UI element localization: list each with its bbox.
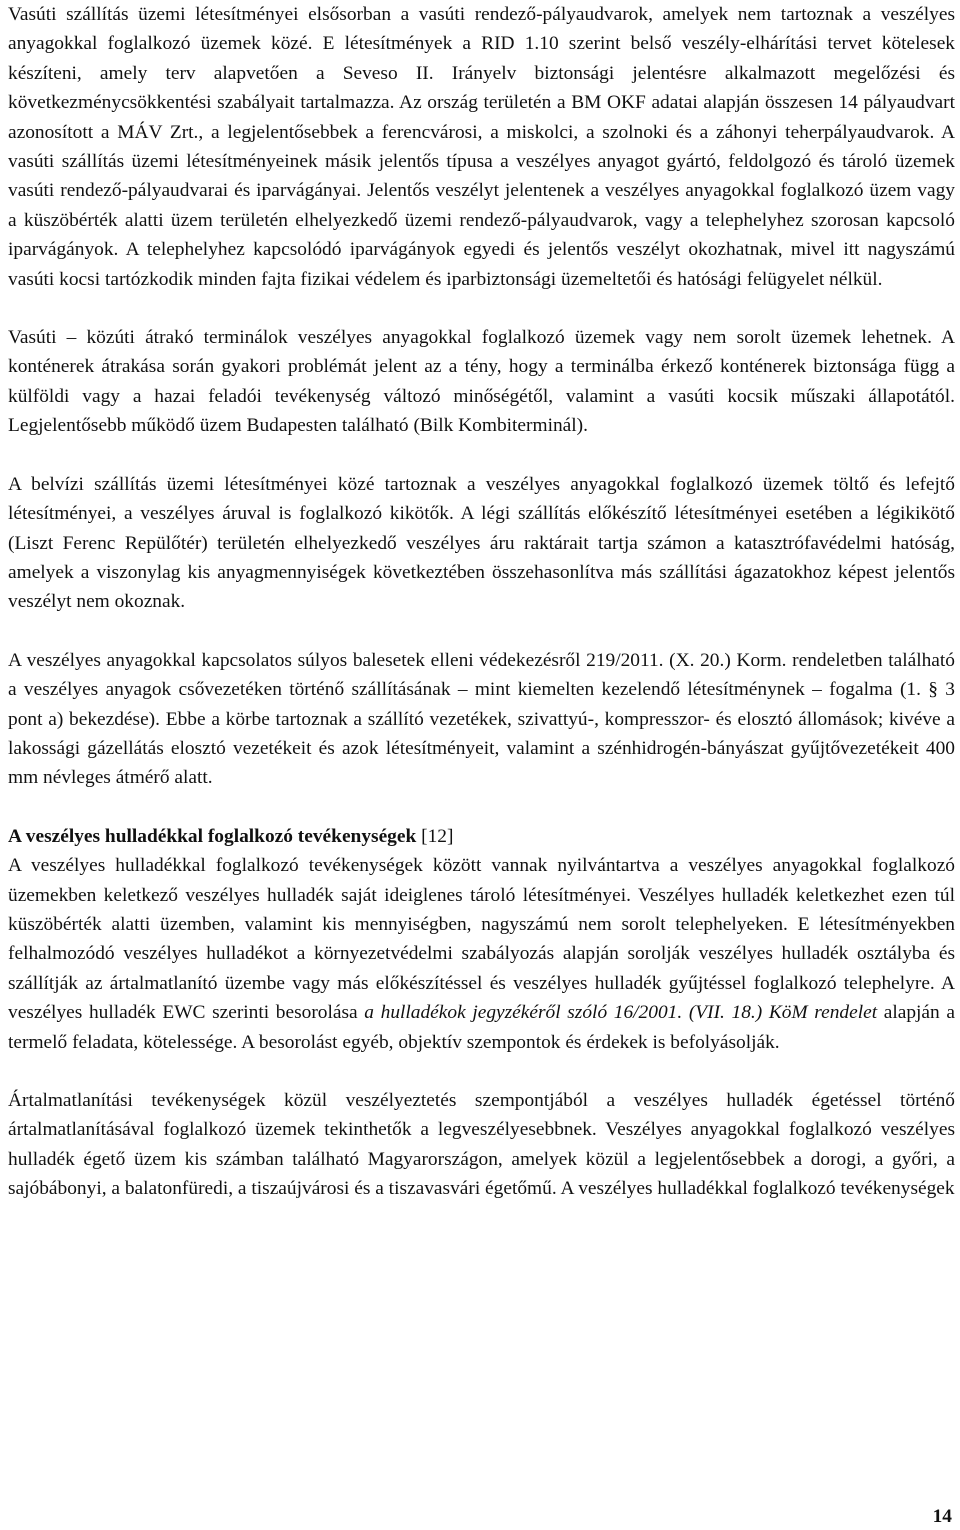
paragraph-text-before-citation: A veszélyes hulladékkal foglalkozó tevékenységek között vannak nyilvántartva a veszélyes anyagokkal foglalkozó üzemekben keletkező veszélyes hulladék saját ideiglenes tároló létesítményei. Veszélyes hulladék keletkezhet ezen túl küszöbérték alatti üzemben, valamint kis mennyiségben, nagyszámú nem sorolt telephelyeken. E létesítményekben felhalmozódó veszélyes hulladékot a környezetvédelmi szabályozás alapján sorolják veszélyes hulladék osztályba és szállítják az ártalmatlanító üzembe vagy más előkészítéssel és veszélyes hulladék gyűjtéssel foglalkozó telephelyre. A veszélyes hulladék EWC szerinti besorolása bbox=[8, 855, 955, 1024]
paragraph-text-after-citation: alapján a termelő feladata, kötelessége. A besorolást egyéb, objektív szempontok és érdekek is befolyásolják. bbox=[8, 1002, 955, 1053]
page-number: 14 bbox=[932, 1506, 952, 1527]
paragraph-waste-incineration: Ártalmatlanítási tevékenységek közül veszélyeztetés szempontjából a veszélyes hulladék égetéssel történő ártalmatlanításával foglalkozó üzemek tekinthetők a legveszélyesebbnek. Veszélyes anyagokkal foglalkozó veszélyes hulladék égető üzem kis számban található Magyarországon, amelyek közül a legjelentősebbek a dorogi, a győri, a sajóbábonyi, a balatonfüredi, a tiszaújvárosi és a tiszavasvári égetőmű. A veszélyes hulladékkal foglalkozó tevékenységek bbox=[8, 1090, 955, 1200]
paragraph-transshipment-terminals: Vasúti – közúti átrakó terminálok veszélyes anyagokkal foglalkozó üzemek vagy nem sorolt üzemek lehetnek. A konténerek átrakása során gyakori problémát jelent az a tény, hogy a terminálba érkező konténerek biztonsága függ a külföldi vagy a hazai feladói tevékenység változó minőségétől, valamint a vasúti kocsik műszaki állapotától. Legjelentősebb működő üzem Budapesten található (Bilk Kombiterminál). bbox=[8, 327, 955, 437]
section-hazardous-waste bbox=[8, 822, 955, 1057]
section-heading-reference: [12] bbox=[421, 825, 454, 847]
section-heading-title: A veszélyes hulladékkal foglalkozó tevékenységek bbox=[8, 825, 417, 847]
paragraph-railway-facilities: Vasúti szállítás üzemi létesítményei elsősorban a vasúti rendező-pályaudvarok, amelyek nem tartoznak a veszélyes anyagokkal foglalkozó üzemek közé. E létesítmények a RID 1.10 szerint belső veszély-elhárítási tervet kötelesek készíteni, amely terv alapvetően a Seveso II. Irányelv biztonsági jelentésre alkalmazott megelőzési és következménycsökkentési szabályait tartalmazza. Az ország területén a BM OKF adatai alapján összesen 14 pályaudvart azonosított a MÁV Zrt., a legjelentősebbek a ferencvárosi, a miskolci, a szolnoki és a záhonyi teherpályaudvarok. A vasúti szállítás üzemi létesítményeinek másik jelentős típusa a veszélyes anyagot gyártó, feldolgozó és tároló üzemek vasúti rendező-pályaudvarai és iparvágányai. Jelentős veszélyt jelentenek a veszélyes anyagokkal foglalkozó üzem vagy a küszöbérték alatti üzem területén elhelyezkedő üzemi rendező-pályaudvarok, vagy a telephelyhez szorosan kapcsoló iparvágányok. A telephelyhez kapcsolódó iparvágányok egyedi és jelentős veszélyt okozhatnak, mivel itt nagyszámú vasúti kocsi tartózkodik minden fajta fizikai védelem és iparbiztonsági üzemeltetői és hatósági felügyelet nélkül. bbox=[8, 4, 955, 290]
paragraph-pipelines: A veszélyes anyagokkal kapcsolatos súlyos balesetek elleni védekezésről 219/2011. (X. 20.) Korm. rendeletben található a veszélyes anyagok csővezetéken történő szállításának – mint kiemelten kezelendő létesítménynek – fogalma (1. § 3 pont a) bekezdése). Ebbe a körbe tartoznak a szállító vezetékek, szivattyú-, kompresszor- és elosztó állomások; kivéve a lakossági gázellátás elosztó vezetékeit és azok létesítményeit, valamint a szénhidrogén-bányászat gyűjtővezetékeit 400 mm névleges átmérő alatt. bbox=[8, 649, 955, 789]
paragraph-hazardous-waste bbox=[8, 851, 955, 1057]
section-heading bbox=[8, 822, 955, 851]
paragraph-inland-waterway-air: A belvízi szállítás üzemi létesítményei közé tartoznak a veszélyes anyagokkal foglalkozó üzemek töltő és lefejtő létesítményei, a veszélyes áruval is foglalkozó kikötők. A légi szállítás előkészítő létesítményei esetében a légikikötő (Liszt Ferenc Repülőtér) területén elhelyezkedő veszélyes áru raktárait tartja számon a katasztrófavédelmi hatóság, amelyek a viszonylag kis anyagmennyiségek következtében összehasonlítva más szállítási ágazatokhoz képest jelentős veszélyt nem okoznak. bbox=[8, 473, 955, 613]
document-page bbox=[8, 0, 955, 1204]
regulation-citation: a hulladékok jegyzékéről szóló 16/2001. (VII. 18.) KöM rendelet bbox=[364, 1002, 878, 1024]
